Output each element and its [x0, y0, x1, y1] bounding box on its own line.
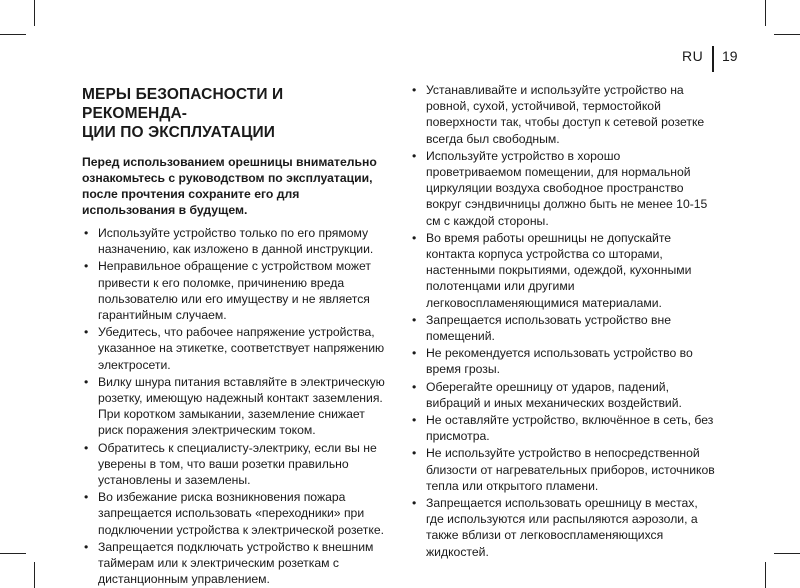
right-column — [410, 82, 718, 561]
bullet-icon: • — [412, 379, 417, 394]
crop-mark — [0, 34, 26, 35]
list-item: • Вилку шнура питания вставляйте в электрическую розетку, имеющую надежный контакт заземления. При коротком замыкании, заземление снижает риск поражения электрическим током. — [84, 374, 385, 438]
list-item: • Не рекомендуется использовать устройство во время грозы. — [412, 346, 693, 377]
bullet-icon: • — [412, 496, 417, 511]
bullet-icon: • — [412, 312, 417, 327]
bullet-icon: • — [84, 325, 89, 340]
right-bullet-list — [410, 82, 718, 560]
list-item: • Не оставляйте устройство, включённое в сеть, без присмотра. — [412, 413, 714, 444]
bullet-icon: • — [84, 259, 89, 274]
list-item: • Оберегайте орешницу от ударов, падений, вибраций и иных механических воздействий. — [412, 379, 682, 410]
list-item: • Во избежание риска возникновения пожара запрещается использовать «переходники» при подключении устройства к электрической розетке. — [84, 490, 385, 537]
crop-mark — [765, 0, 766, 26]
bullet-icon: • — [412, 83, 417, 97]
bullet-icon: • — [412, 148, 417, 163]
crop-mark — [34, 0, 35, 26]
header-divider — [712, 46, 714, 72]
list-item: • Запрещается использовать орешницу в местах, где используются или распыляются аэрозоли, а также вблизи от легковоспламеняющихся жидкостей. — [412, 496, 698, 559]
crop-mark — [774, 34, 800, 35]
crop-mark — [774, 553, 800, 554]
bullet-icon: • — [412, 230, 417, 245]
bullet-icon: • — [412, 413, 417, 428]
list-item: • Неправильное обращение с устройством может привести к его поломке, причинению вреда пользователю или его имуществу и не является гарантийным случаем. — [84, 259, 371, 323]
section-title-line1: МЕРЫ БЕЗОПАСНОСТИ И РЕКОМЕНДА- — [82, 86, 284, 122]
list-item: • Используйте устройство только по его прямому назначению, как изложено в данной инструкции. — [84, 226, 374, 257]
section-title-line2: ЦИИ ПО ЭКСПЛУАТАЦИИ — [82, 124, 275, 141]
list-item: • Во время работы орешницы не допускайте контакта корпуса устройства со шторами, настенными покрытиями, одеждой, кухонными полотенцами или другими легковоспламеняющимися материалами. — [412, 230, 692, 310]
crop-mark — [765, 562, 766, 588]
list-item: • Убедитесь, что рабочее напряжение устройства, указанное на этикетке, соответствует напряжению электросети. — [84, 325, 385, 372]
bullet-icon: • — [84, 490, 89, 505]
list-item: • Устанавливайте и используйте устройство на ровной, сухой, устойчивой, термостойкой поверхности так, чтобы доступ к сетевой розетке всегда был свободным. — [412, 83, 705, 146]
list-item: • Используйте устройство в хорошо проветриваемом помещении, для нормальной циркуляции воздуха свободное пространство вокруг сэндвичницы должно быть не менее 10-15 см с каждой стороны. — [412, 148, 708, 228]
list-item: • Не используйте устройство в непосредственной близости от нагревательных приборов, источников тепла или открытого пламени. — [412, 446, 715, 493]
page-number: 19 — [722, 48, 738, 64]
bullet-icon: • — [84, 226, 89, 240]
list-item: • Запрещается подключать устройство к внешним таймерам или к электрическим розеткам с дистанционным управлением. — [84, 539, 374, 587]
crop-mark — [0, 553, 26, 554]
bullet-icon: • — [412, 446, 417, 461]
bullet-icon: • — [84, 539, 89, 554]
section-title — [82, 85, 387, 142]
list-item: • Запрещается использовать устройство вне помещений. — [412, 312, 672, 344]
intro-paragraph: Перед использованием орешницы внимательно ознакомьтесь с руководством по эксплуатации, после прочтения сохраните его для использования в будущем. — [82, 155, 377, 217]
crop-mark — [34, 562, 35, 588]
bullet-icon: • — [412, 346, 417, 361]
language-code: RU — [682, 48, 704, 64]
bullet-icon: • — [84, 374, 89, 389]
list-item: • Обратитесь к специалисту-электрику, если вы не уверены в том, что ваши розетки правильно установлены и заземлены. — [84, 440, 377, 488]
left-column — [82, 85, 387, 588]
left-bullet-list — [82, 225, 387, 587]
bullet-icon: • — [84, 440, 89, 455]
